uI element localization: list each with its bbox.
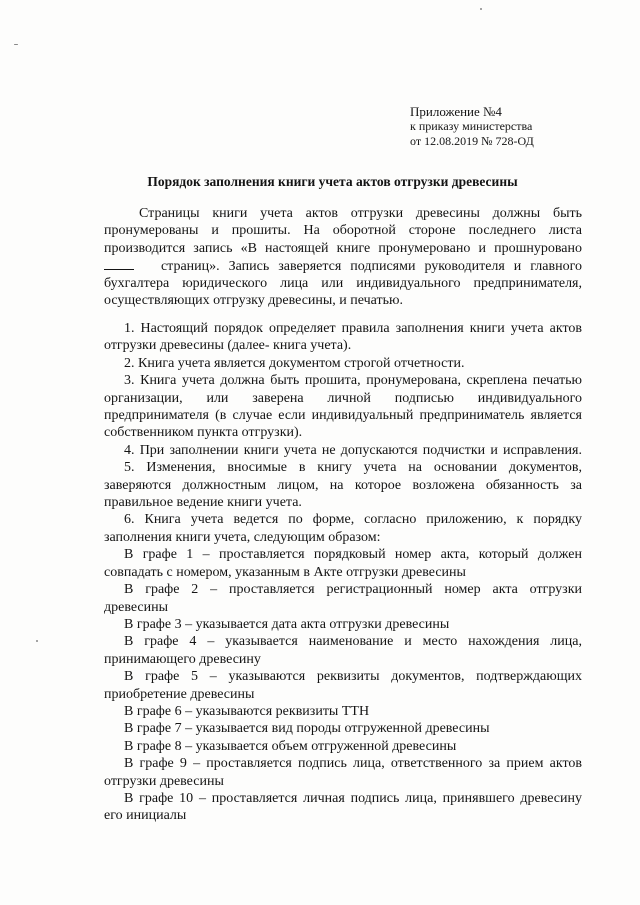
intro-line-text: страниц». Запись заверяется подписями руководителя и главного — [160, 258, 583, 274]
intro-paragraph — [104, 205, 582, 310]
rule-line: заверяются должностным лицом, на которое возложена обязанность за — [104, 477, 582, 493]
rule-line: совпадать с номером, указанным в Акте отгрузки древесины — [104, 564, 466, 580]
rule-line: В графе 7 – указывается вид породы отгруженной древесины — [124, 721, 490, 737]
appendix-order-ref: к приказу министерства — [410, 119, 533, 133]
rule-line: его инициалы — [104, 808, 187, 824]
intro-line: пронумерованы и прошиты. На оборотной стороне последнего листа — [104, 223, 582, 239]
rule-line: отгрузки древесины — [104, 773, 224, 789]
rule-line: 1. Настоящий порядок определяет правила заполнения книги учета актов — [124, 321, 582, 336]
rule-line: 5. Изменения, вносимые в книгу учета на основании документов, — [124, 460, 582, 476]
appendix-header — [410, 104, 610, 149]
intro-line-with-blank — [104, 257, 582, 275]
intro-line: Страницы книги учета актов отгрузки древесины должны быть — [139, 206, 582, 221]
rule-line: заполнения книги учета, следующим образом: — [104, 529, 381, 545]
scan-speck — [480, 8, 482, 10]
rule-line: отгрузки древесины (далее- книга учета). — [104, 338, 352, 354]
rule-line: В графе 10 – проставляется личная подпись лица, принявшего древесину — [124, 790, 582, 806]
rule-line: В графе 5 – указываются реквизиты документов, подтверждающих — [124, 669, 582, 685]
rule-line: древесины — [104, 599, 169, 615]
rule-line: В графе 4 – указывается наименование и место нахождения лица, — [124, 634, 582, 650]
rules-list — [104, 320, 582, 825]
scan-speck — [14, 44, 18, 45]
rule-line: В графе 9 – проставляется подпись лица, ответственного за прием актов — [124, 756, 582, 772]
rule-line: 4. При заполнении книги учета не допускаются подчистки и исправления. — [124, 442, 582, 458]
rule-line: 3. Книга учета должна быть прошита, пронумерована, скреплена печатью — [124, 373, 582, 389]
rule-line: В графе 6 – указываются реквизиты ТТН — [124, 703, 370, 719]
rule-line: собственником пункта отгрузки). — [104, 425, 303, 441]
rule-line: 6. Книга учета ведется по форме, согласно приложению, к порядку — [124, 512, 582, 528]
intro-line: осуществляющих отгрузку древесины, и печатью. — [104, 293, 403, 309]
rule-line: предпринимателя (в случае если индивидуальный предприниматель является — [104, 408, 582, 424]
appendix-order-date: от 12.08.2019 № 728-ОД — [410, 134, 534, 148]
intro-line: производится запись «В настоящей книге пронумеровано и прошнуровано — [104, 240, 582, 256]
rule-line: 2. Книга учета является документом строгой отчетности. — [124, 355, 465, 371]
rule-line: В графе 1 – проставляется порядковый номер акта, который должен — [124, 547, 582, 563]
appendix-number: Приложение №4 — [410, 104, 502, 119]
scan-speck — [36, 640, 38, 642]
blank-underline — [104, 257, 134, 270]
rule-line: организации, или заверена личной подписью индивидуального — [104, 390, 582, 406]
rule-line: приобретение древесины — [104, 686, 255, 702]
document-title: Порядок заполнения книги учета актов отгрузки древесины — [147, 174, 518, 189]
rule-line: принимающего древесину — [104, 651, 261, 667]
intro-line: бухгалтера юридического лица или индивидуального предпринимателя, — [104, 276, 582, 292]
rule-line: В графе 2 – проставляется регистрационный номер акта отгрузки — [124, 582, 582, 598]
rule-line: В графе 8 – указывается объем отгруженной древесины — [124, 738, 457, 754]
rule-line: В графе 3 – указывается дата акта отгрузки древесины — [124, 616, 450, 632]
rule-line: правильное ведение книги учета. — [104, 495, 302, 511]
